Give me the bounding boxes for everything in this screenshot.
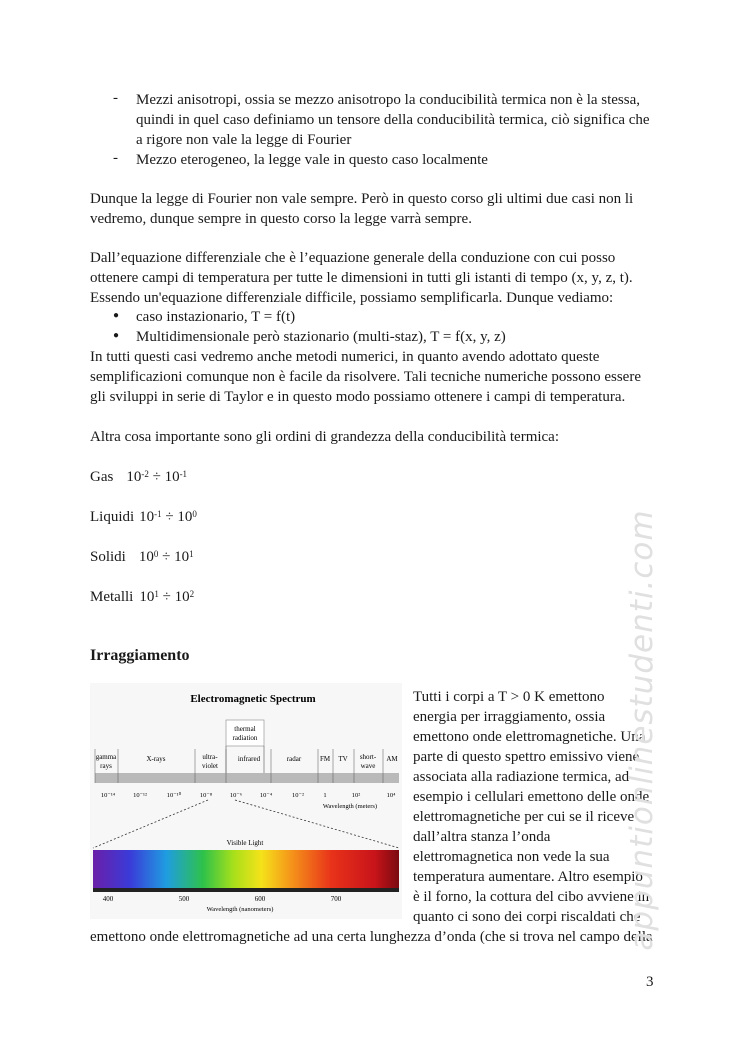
nm-tick: 700 — [330, 895, 342, 903]
section-heading: Irraggiamento — [90, 647, 190, 664]
nm-tick: 500 — [178, 895, 190, 903]
visible-spectrum-bar — [93, 850, 399, 888]
base: 10 — [164, 469, 180, 485]
conductivity-row-liquidi — [90, 507, 197, 527]
page-number: 3 — [646, 974, 654, 990]
exponent: -1 — [179, 469, 188, 479]
dash-item-1-line-3: a rigore non vale la legge di Fourier — [136, 132, 352, 148]
side-text-line: associata alla radiazione termica, ad — [413, 769, 630, 785]
paragraph-line: Dunque la legge di Fourier non vale sempre. Però in questo corso gli ultimi due casi non li — [90, 191, 634, 207]
operator: ÷ — [158, 589, 175, 605]
spectrum-svg — [90, 683, 402, 919]
exponent: -1 — [154, 509, 162, 519]
paragraph-line: gli sviluppi in serie di Taylor e in questo modo possiamo ottenere i campi di temperatura. — [90, 389, 626, 405]
dash-item-2-line-1: Mezzo eterogeneo, la legge vale in questo caso localmente — [136, 152, 488, 168]
side-text-line: esempio i cellulari emettono delle onde — [413, 789, 650, 805]
nm-tick: 600 — [254, 895, 266, 903]
side-text-line: elettromagnetiche per cui se il riceve — [413, 809, 635, 825]
base: 10 — [126, 469, 142, 485]
side-text-line: energia per irraggiamento, ossia — [413, 709, 606, 725]
base: 10 — [177, 509, 193, 525]
band-label: wave — [360, 762, 376, 770]
material-name: Solidi — [90, 549, 126, 565]
wavelength-meters-label: Wavelength (meters) — [322, 803, 378, 810]
bullet-dot: ● — [113, 330, 120, 341]
paragraph-line: Essendo un'equazione differenziale difficile, possiamo semplificarla. Dunque vediamo: — [90, 290, 614, 306]
band-label: AM — [386, 755, 398, 763]
tick-label: 10⁻⁶ — [229, 792, 243, 799]
tick-label: 10⁻² — [292, 792, 304, 799]
band-label: ultra- — [202, 753, 218, 761]
band-label: gamma — [95, 753, 117, 761]
thermal-label: radiation — [232, 734, 258, 742]
tick-label: 10⁻¹² — [133, 792, 147, 799]
exponent: 1 — [154, 589, 159, 599]
nm-tick: 400 — [102, 895, 114, 903]
base: 10 — [174, 549, 190, 565]
tick-label: 10⁻¹⁴ — [100, 792, 116, 799]
paragraph-line: vedremo, dunque sempre in questo corso la legge varrà sempre. — [90, 211, 472, 227]
watermark — [612, 509, 672, 951]
band-label: radar — [286, 755, 302, 763]
base: 10 — [139, 509, 155, 525]
bullet-dot: ● — [113, 310, 120, 321]
dash-item-1-line-1: Mezzi anisotropi, ossia se mezzo anisotropo la conducibilità termica non è la stessa, — [136, 92, 641, 108]
tick-label: 10⁻⁸ — [199, 792, 213, 799]
band-label: rays — [100, 762, 112, 770]
exponent: -2 — [141, 469, 149, 479]
paragraph-line: ottenere campi di temperatura per tutte le dimensioni in tutti gli istanti di tempo (x, y, z, t). — [90, 270, 633, 286]
material-name: Metalli — [90, 589, 134, 605]
side-text-line: quanto ci sono dei corpi riscaldati che — [413, 909, 641, 925]
figure-title: Electromagnetic Spectrum — [190, 693, 316, 705]
side-text-line: dall’altra stanza l’onda — [413, 829, 551, 845]
base: 10 — [138, 549, 154, 565]
visible-light-label: Visible Light — [226, 839, 264, 847]
base: 10 — [174, 589, 190, 605]
operator: ÷ — [148, 469, 165, 485]
thermal-label: thermal — [234, 725, 256, 733]
bullet-item: caso instazionario, T = f(t) — [136, 309, 296, 325]
conductivity-row-gas — [90, 467, 187, 487]
material-name: Gas — [90, 469, 114, 485]
watermark-text: appuntionlinestudenti.com — [624, 509, 660, 951]
dash-marker: - — [113, 90, 118, 106]
side-text-line: parte di questo spettro emissivo viene — [413, 749, 640, 765]
conductivity-row-solidi — [90, 547, 194, 567]
side-text-line: è il forno, la cottura del cibo avviene in — [413, 889, 650, 905]
side-text-line: emettono onde elettromagnetiche. Una — [413, 729, 646, 745]
exponent: 1 — [189, 549, 194, 559]
bullet-item: Multidimensionale però stazionario (multi-staz), T = f(x, y, z) — [136, 329, 506, 345]
electromagnetic-spectrum-figure — [90, 683, 402, 919]
tick-label: 10⁻¹⁰ — [166, 792, 182, 799]
dash-marker: - — [113, 150, 118, 166]
band-label: X-rays — [146, 755, 166, 763]
paragraph-line: semplificazioni comunque non è facile da risolvere. Tali tecniche numeriche possono essere — [90, 369, 641, 385]
band-label: short- — [359, 753, 377, 761]
tick-label: 10⁻⁴ — [259, 792, 273, 799]
operator: ÷ — [161, 509, 178, 525]
paragraph-line: emettono onde elettromagnetiche ad una certa lunghezza d’onda (che si trova nel campo della — [90, 929, 653, 945]
band-label: violet — [202, 762, 218, 770]
dash-item-1-line-2: quindi in quel caso definiamo un tensore della conducibilità termica, ciò significa che — [136, 112, 650, 128]
base: 10 — [139, 589, 155, 605]
wavelength-nm-label: Wavelength (nanometers) — [206, 906, 274, 913]
tick-label: 10² — [351, 792, 361, 799]
paragraph-line: In tutti questi casi vedremo anche metodi numerici, in quanto avendo adottato queste — [90, 349, 600, 365]
material-name: Liquidi — [90, 509, 135, 525]
side-text-line: elettromagnetica non vede la sua — [413, 849, 610, 865]
exponent: 0 — [153, 549, 159, 559]
band-label: FM — [319, 755, 331, 763]
tick-label: 1 — [323, 792, 327, 799]
paragraph-line: Altra cosa importante sono gli ordini di grandezza della conducibilità termica: — [90, 429, 560, 445]
side-text-line: Tutti i corpi a T > 0 K emettono — [413, 689, 605, 705]
side-text-line: temperatura aumentare. Altro esempio — [413, 869, 643, 885]
exponent: 0 — [192, 509, 197, 519]
band-label: infrared — [237, 755, 261, 763]
conductivity-row-metalli — [90, 587, 194, 607]
paragraph-line: Dall’equazione differenziale che è l’equazione generale della conduzione con cui posso — [90, 250, 616, 266]
operator: ÷ — [158, 549, 175, 565]
exponent: 2 — [189, 589, 195, 599]
band-label: TV — [338, 755, 348, 763]
tick-label: 10⁴ — [386, 792, 396, 799]
